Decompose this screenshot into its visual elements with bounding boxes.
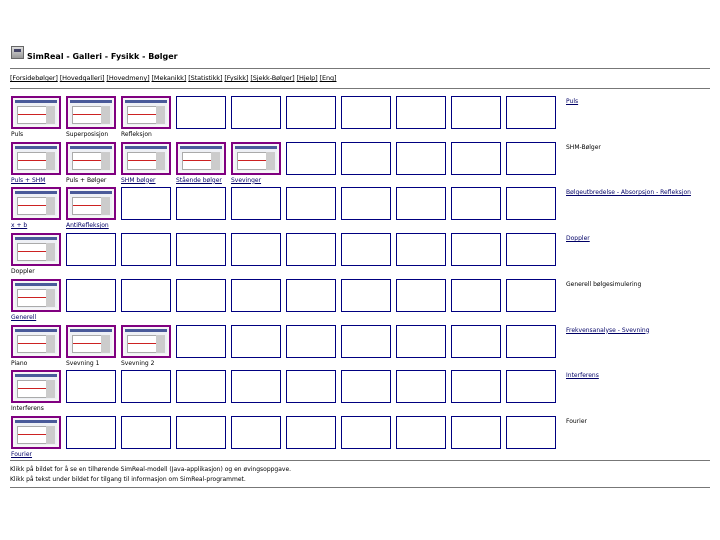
empty-slot — [451, 96, 501, 129]
empty-slot — [231, 325, 281, 358]
thumbnail-bar — [70, 191, 112, 194]
empty-slot — [286, 233, 336, 266]
empty-slot — [506, 187, 556, 220]
thumbnail-plot — [237, 152, 267, 170]
thumbnail-bar — [235, 146, 277, 149]
section-label: Generell bølgesimulering — [566, 280, 642, 288]
thumbnail-label[interactable]: AntiRefleksjon — [66, 222, 109, 230]
gallery-thumbnail[interactable] — [11, 233, 61, 266]
empty-slot — [176, 416, 226, 449]
nav-link-3[interactable]: [Mekanikk] — [151, 74, 187, 82]
empty-slot — [396, 96, 446, 129]
gallery-thumbnail[interactable] — [11, 370, 61, 403]
thumbnail-label: Svevning 2 — [121, 359, 155, 367]
gallery-thumbnail[interactable] — [11, 142, 61, 175]
empty-slot — [396, 370, 446, 403]
empty-slot — [506, 233, 556, 266]
gallery-thumbnail[interactable] — [66, 325, 116, 358]
thumbnail-bar — [125, 329, 167, 332]
gallery-thumbnail[interactable] — [66, 96, 116, 129]
empty-slot — [451, 187, 501, 220]
section-label: Fourier — [566, 417, 588, 425]
thumbnail-side — [101, 197, 110, 215]
thumbnail-bar — [15, 374, 57, 377]
thumbnail-side — [211, 152, 220, 170]
thumbnail-side — [46, 289, 55, 307]
navigation-bar — [10, 74, 337, 82]
empty-slot — [341, 325, 391, 358]
footer-instruction-1: Klikk på bildet for å se en tilhørende SimReal-modell (Java-applikasjon) og en øvingsoppgave. — [10, 466, 292, 473]
thumbnail-plot — [17, 152, 47, 170]
thumbnail-plot — [127, 335, 157, 353]
gallery-thumbnail[interactable] — [66, 187, 116, 220]
nav-link-6[interactable]: [Sjekk-Bølger] — [250, 74, 295, 82]
thumbnail-bar — [15, 283, 57, 286]
nav-link-5[interactable]: [Fysikk] — [224, 74, 249, 82]
thumbnail-bar — [15, 100, 57, 103]
thumbnail-bar — [70, 329, 112, 332]
thumbnail-side — [46, 243, 55, 261]
empty-slot — [231, 370, 281, 403]
nav-link-7[interactable]: [Hjelp] — [296, 74, 318, 82]
thumbnail-side — [46, 380, 55, 398]
thumbnail-label[interactable]: x + b — [11, 222, 28, 230]
header-divider — [10, 68, 710, 69]
empty-slot — [396, 187, 446, 220]
empty-slot — [506, 416, 556, 449]
empty-slot — [286, 96, 336, 129]
thumbnail-label[interactable]: Stående bølger — [176, 176, 222, 184]
thumbnail-plot — [17, 380, 47, 398]
thumbnail-side — [266, 152, 275, 170]
empty-slot — [451, 233, 501, 266]
gallery-thumbnail[interactable] — [121, 325, 171, 358]
nav-link-8[interactable]: [Eng] — [319, 74, 337, 82]
thumbnail-plot — [17, 197, 47, 215]
thumbnail-plot — [127, 152, 157, 170]
empty-slot — [506, 279, 556, 312]
thumbnail-side — [156, 335, 165, 353]
thumbnail-plot — [17, 289, 47, 307]
empty-slot — [451, 279, 501, 312]
section-label[interactable]: Doppler — [566, 235, 590, 243]
empty-slot — [66, 279, 116, 312]
empty-slot — [451, 325, 501, 358]
empty-slot — [341, 233, 391, 266]
nav-divider — [10, 88, 710, 89]
nav-link-1[interactable]: [Hovedgalleri] — [59, 74, 105, 82]
empty-slot — [286, 416, 336, 449]
empty-slot — [121, 370, 171, 403]
empty-slot — [121, 279, 171, 312]
thumbnail-plot — [182, 152, 212, 170]
thumbnail-side — [46, 335, 55, 353]
thumbnail-label[interactable]: Fourier — [11, 450, 33, 458]
thumbnail-label: Svevning 1 — [66, 359, 100, 367]
thumbnail-label[interactable]: SHM bølger — [121, 176, 156, 184]
thumbnail-side — [46, 197, 55, 215]
thumbnail-plot — [72, 106, 102, 124]
empty-slot — [121, 233, 171, 266]
empty-slot — [396, 233, 446, 266]
empty-slot — [396, 325, 446, 358]
gallery-thumbnail[interactable] — [11, 279, 61, 312]
empty-slot — [341, 370, 391, 403]
empty-slot — [286, 370, 336, 403]
thumbnail-plot — [17, 426, 47, 444]
empty-slot — [231, 96, 281, 129]
footer-divider-bottom — [10, 487, 710, 488]
thumbnail-plot — [17, 106, 47, 124]
empty-slot — [66, 370, 116, 403]
thumbnail-side — [156, 106, 165, 124]
thumbnail-plot — [17, 243, 47, 261]
thumbnail-bar — [125, 146, 167, 149]
thumbnail-bar — [70, 100, 112, 103]
gallery-thumbnail[interactable] — [121, 142, 171, 175]
thumbnail-label[interactable]: Generell — [11, 313, 37, 321]
gallery-thumbnail[interactable] — [11, 325, 61, 358]
simreal-logo-icon — [11, 46, 24, 59]
thumbnail-side — [156, 152, 165, 170]
nav-link-0[interactable]: [Forsidebølger] — [10, 74, 58, 82]
empty-slot — [341, 416, 391, 449]
empty-slot — [176, 325, 226, 358]
empty-slot — [396, 416, 446, 449]
thumbnail-bar — [70, 146, 112, 149]
thumbnail-bar — [15, 146, 57, 149]
empty-slot — [506, 370, 556, 403]
empty-slot — [506, 142, 556, 175]
empty-slot — [176, 370, 226, 403]
empty-slot — [176, 233, 226, 266]
thumbnail-plot — [72, 152, 102, 170]
thumbnail-side — [101, 106, 110, 124]
gallery-thumbnail[interactable] — [11, 416, 61, 449]
thumbnail-label: Interferens — [11, 405, 44, 413]
thumbnail-bar — [15, 420, 57, 423]
empty-slot — [451, 142, 501, 175]
empty-slot — [231, 416, 281, 449]
empty-slot — [396, 142, 446, 175]
empty-slot — [286, 142, 336, 175]
section-label[interactable]: Bølgeutbredelse - Absorpsjon - Refleksjon — [566, 189, 691, 197]
thumbnail-label[interactable]: Puls + SHM — [11, 176, 46, 184]
footer-instruction-2: Klikk på tekst under bildet for tilgang til informasjon om SimReal-programmet. — [10, 476, 246, 483]
gallery-thumbnail[interactable] — [11, 96, 61, 129]
gallery-thumbnail[interactable] — [121, 96, 171, 129]
empty-slot — [451, 370, 501, 403]
empty-slot — [176, 96, 226, 129]
section-label: SHM-Bølger — [566, 143, 601, 151]
empty-slot — [66, 416, 116, 449]
empty-slot — [341, 187, 391, 220]
thumbnail-label: Refleksjon — [121, 131, 152, 138]
empty-slot — [66, 233, 116, 266]
thumbnail-label: Superposisjon — [66, 131, 109, 138]
gallery-thumbnail[interactable] — [231, 142, 281, 175]
footer-divider-top — [10, 460, 710, 461]
empty-slot — [176, 279, 226, 312]
thumbnail-bar — [125, 100, 167, 103]
page-title: SimReal - Galleri - Fysikk - Bølger — [27, 52, 178, 61]
empty-slot — [231, 279, 281, 312]
thumbnail-plot — [17, 335, 47, 353]
empty-slot — [506, 96, 556, 129]
section-label[interactable]: Frekvensanalyse - Svevning — [566, 326, 650, 334]
nav-link-4[interactable]: [Statistikk] — [188, 74, 223, 82]
thumbnail-side — [46, 106, 55, 124]
empty-slot — [396, 279, 446, 312]
thumbnail-label: Puls + Bølger — [66, 176, 107, 184]
empty-slot — [286, 187, 336, 220]
thumbnail-label: Piano — [11, 359, 28, 367]
gallery-thumbnail[interactable] — [11, 187, 61, 220]
thumbnail-side — [101, 335, 110, 353]
thumbnail-bar — [180, 146, 222, 149]
thumbnail-label[interactable]: Svevinger — [231, 176, 262, 184]
nav-link-2[interactable]: [Hovedmeny] — [106, 74, 150, 82]
empty-slot — [176, 187, 226, 220]
empty-slot — [231, 187, 281, 220]
thumbnail-bar — [15, 329, 57, 332]
thumbnail-plot — [72, 335, 102, 353]
empty-slot — [341, 142, 391, 175]
empty-slot — [121, 416, 171, 449]
empty-slot — [286, 279, 336, 312]
thumbnail-label: Puls — [11, 131, 24, 138]
thumbnail-label: Doppler — [11, 268, 35, 276]
thumbnail-bar — [15, 237, 57, 240]
empty-slot — [341, 96, 391, 129]
empty-slot — [341, 279, 391, 312]
empty-slot — [286, 325, 336, 358]
empty-slot — [121, 187, 171, 220]
thumbnail-side — [46, 152, 55, 170]
empty-slot — [506, 325, 556, 358]
gallery-thumbnail[interactable] — [66, 142, 116, 175]
thumbnail-plot — [72, 197, 102, 215]
section-label[interactable]: Interferens — [566, 372, 599, 380]
section-label[interactable]: Puls — [566, 98, 579, 105]
empty-slot — [231, 233, 281, 266]
thumbnail-bar — [15, 191, 57, 194]
empty-slot — [451, 416, 501, 449]
gallery-thumbnail[interactable] — [176, 142, 226, 175]
thumbnail-plot — [127, 106, 157, 124]
thumbnail-side — [46, 426, 55, 444]
thumbnail-side — [101, 152, 110, 170]
